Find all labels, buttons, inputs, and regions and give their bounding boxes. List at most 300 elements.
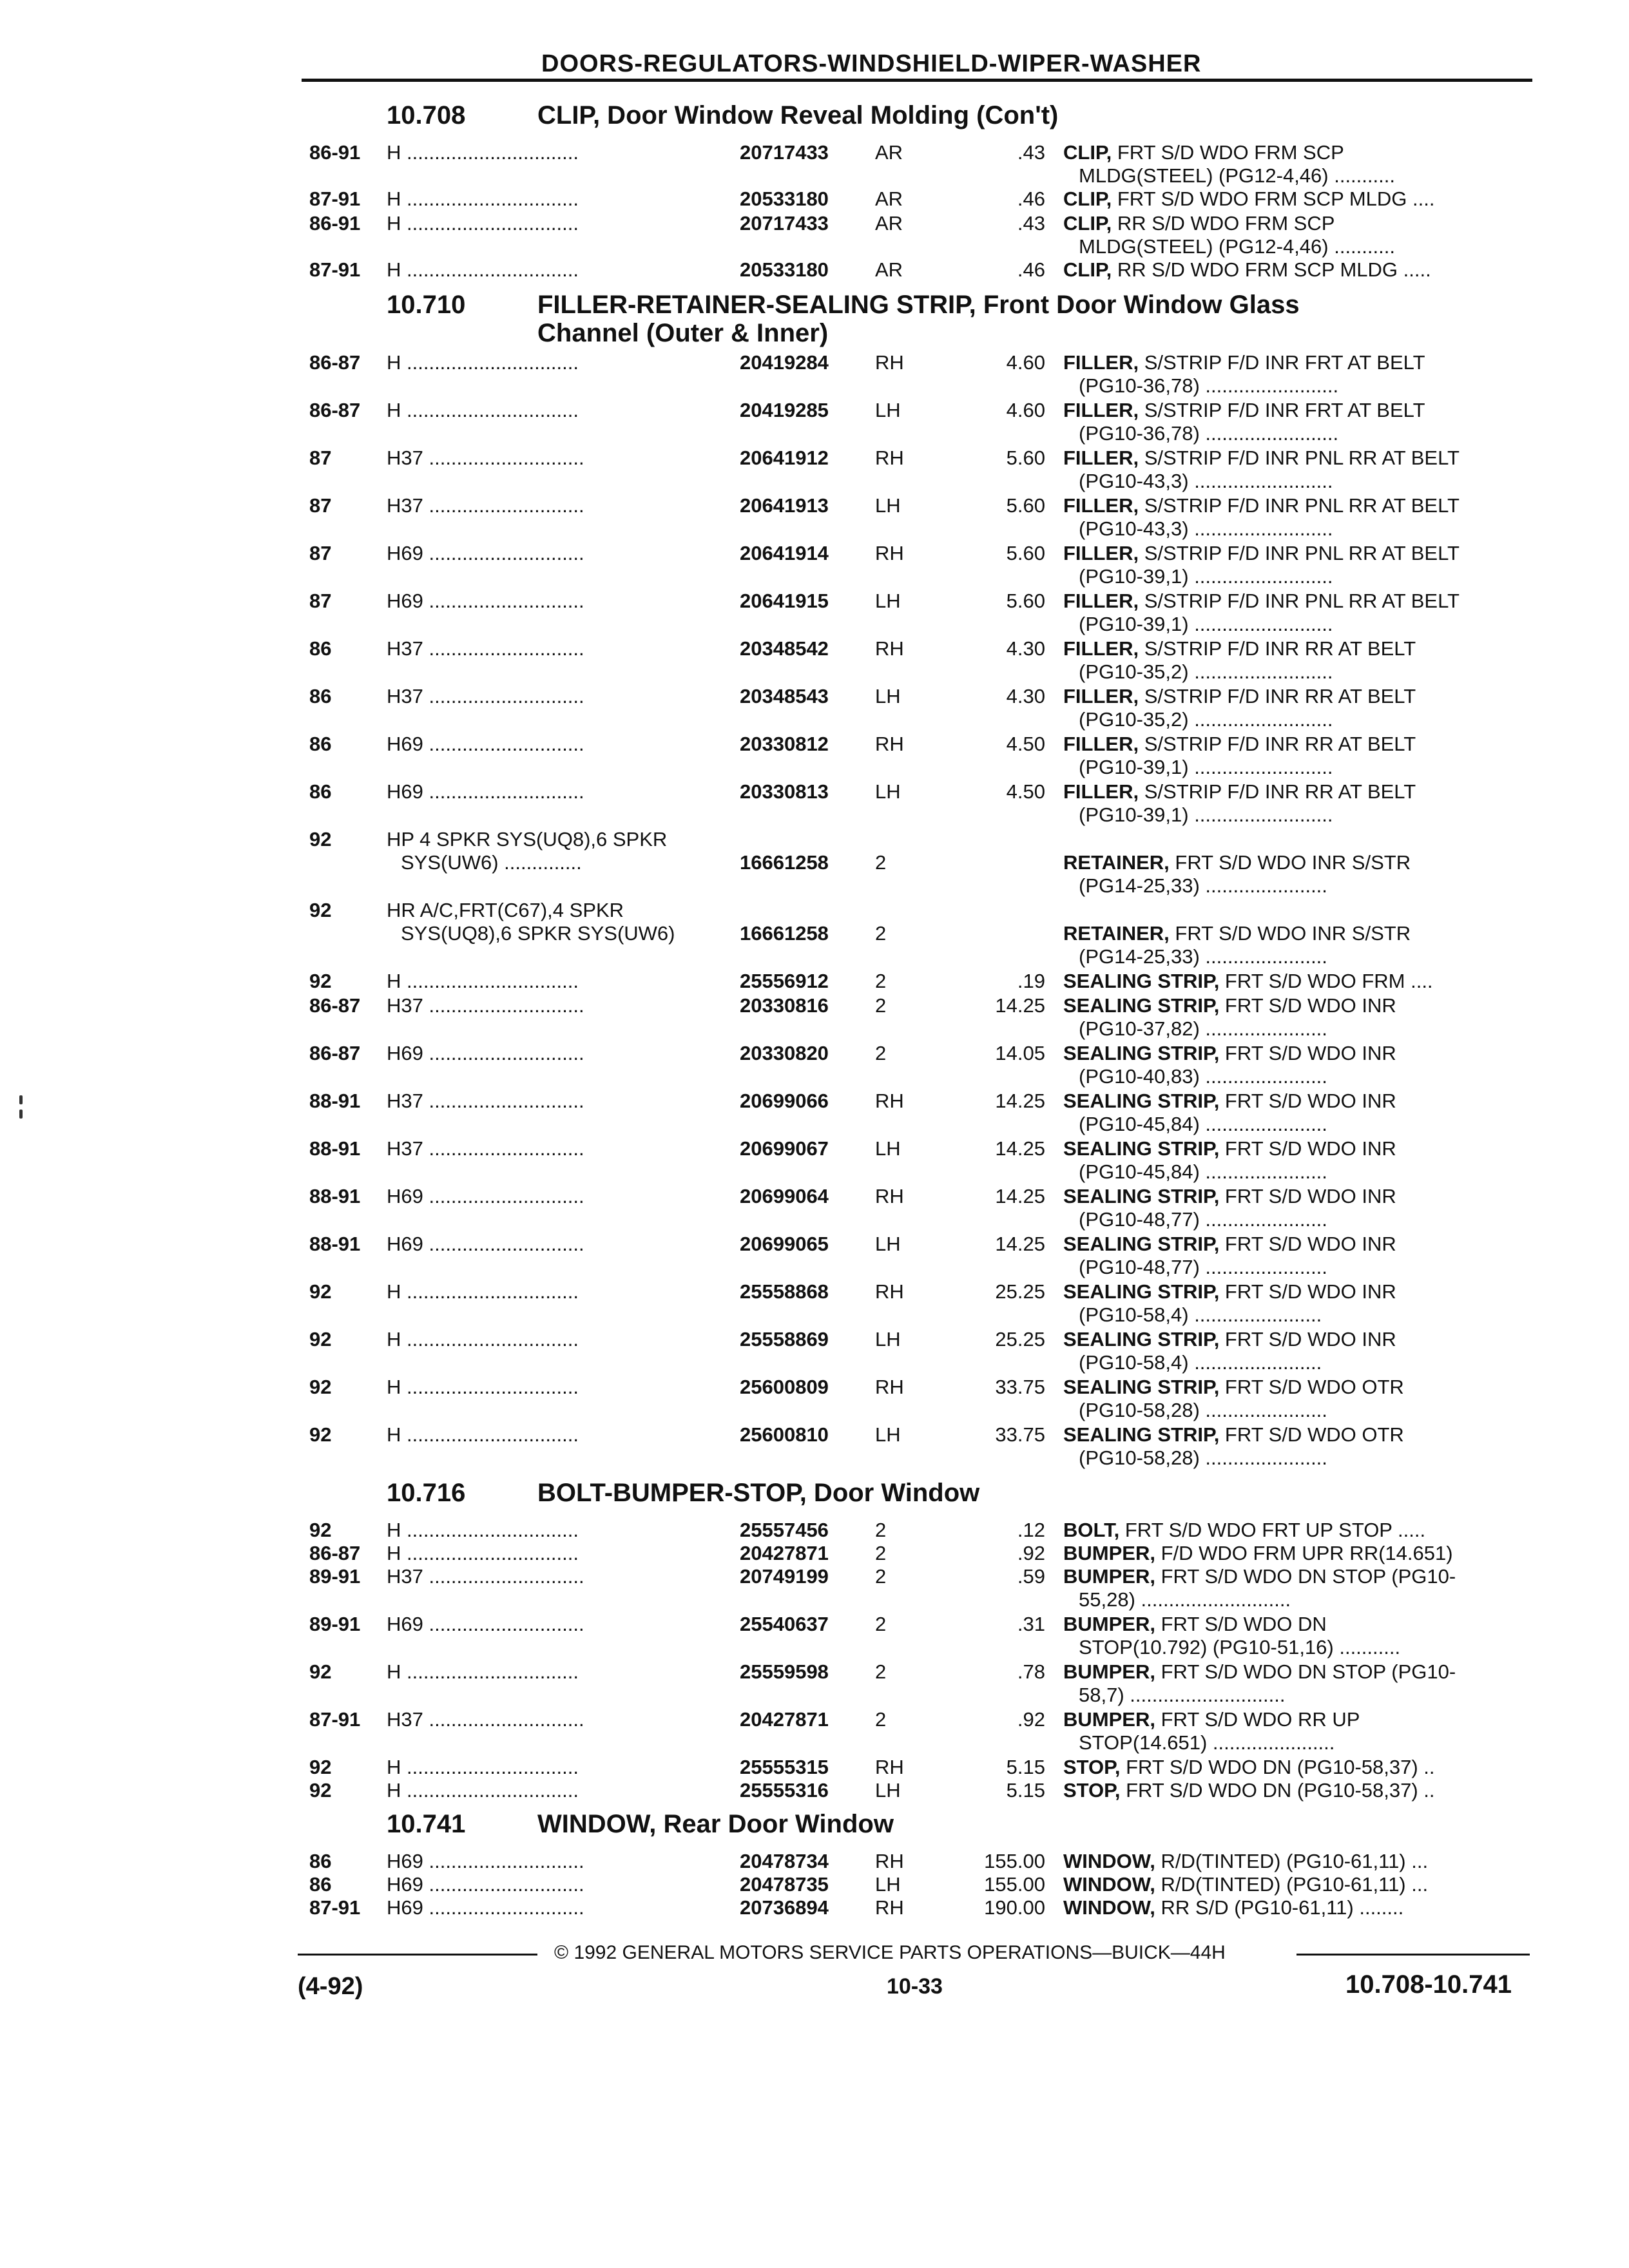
- model-year: 87: [309, 494, 332, 517]
- model-year: 87-91: [309, 258, 361, 281]
- footer-page-number: 10-33: [887, 1974, 943, 1999]
- quantity: LH: [875, 780, 901, 803]
- quantity: 2: [875, 1042, 887, 1064]
- body-style: H69 ............................: [387, 1185, 584, 1207]
- description-line: STOP(14.651) ......................: [1079, 1731, 1335, 1754]
- quantity: RH: [875, 447, 904, 469]
- description-line: BUMPER, FRT S/D WDO DN STOP (PG10-: [1063, 1660, 1456, 1683]
- part-number: 20717433: [740, 141, 829, 164]
- description: [1063, 351, 1528, 398]
- description-line: FILLER, S/STRIP F/D INR RR AT BELT: [1063, 685, 1416, 707]
- model-year: 86-91: [309, 141, 361, 164]
- description-line: SEALING STRIP, FRT S/D WDO INR: [1063, 1280, 1396, 1303]
- quantity: RH: [875, 733, 904, 755]
- description-line: (PG10-36,78) ........................: [1079, 374, 1339, 397]
- body-line: HP 4 SPKR SYS(UQ8),6 SPKR: [387, 828, 668, 850]
- model-year: 92: [309, 1660, 332, 1683]
- description: [1063, 1233, 1528, 1279]
- parts-row: [304, 1328, 1528, 1376]
- model-year: 86-87: [309, 1542, 361, 1564]
- part-number: 20348543: [740, 685, 829, 707]
- parts-row: [304, 1873, 1528, 1896]
- price: 5.60: [1006, 494, 1045, 517]
- body-style: H ...............................: [387, 1756, 579, 1778]
- description-line: STOP(10.792) (PG10-51,16) ...........: [1079, 1636, 1401, 1658]
- quantity: LH: [875, 685, 901, 707]
- parts-row: [304, 590, 1528, 637]
- model-year: 92: [309, 899, 332, 921]
- model-year: 88-91: [309, 1233, 361, 1255]
- model-year: 92: [309, 1328, 332, 1350]
- price: 14.25: [995, 1233, 1045, 1255]
- description-line: SEALING STRIP, FRT S/D WDO OTR: [1063, 1376, 1404, 1398]
- description: [1063, 1873, 1528, 1896]
- model-year: 87: [309, 590, 332, 612]
- body-style: H ...............................: [387, 399, 579, 421]
- model-year: 86: [309, 1873, 332, 1896]
- description: [1063, 685, 1528, 731]
- price: .92: [1017, 1708, 1045, 1731]
- parts-row: [304, 1613, 1528, 1660]
- description-line: SEALING STRIP, FRT S/D WDO INR: [1063, 1233, 1396, 1255]
- parts-row: [304, 899, 1528, 970]
- section-header: [304, 93, 1528, 141]
- description-line: CLIP, FRT S/D WDO FRM SCP: [1063, 141, 1344, 164]
- price: 5.15: [1006, 1779, 1045, 1802]
- quantity: LH: [875, 590, 901, 612]
- body-style: H ...............................: [387, 970, 579, 992]
- description-line: SEALING STRIP, FRT S/D WDO INR: [1063, 1328, 1396, 1350]
- section-header: [304, 1802, 1528, 1850]
- description-line: BOLT, FRT S/D WDO FRT UP STOP .....: [1063, 1519, 1426, 1541]
- quantity: AR: [875, 187, 903, 210]
- body-style: H69 ............................: [387, 1042, 584, 1064]
- quantity: RH: [875, 1756, 904, 1778]
- body-style: H69 ............................: [387, 733, 584, 755]
- description-line: SEALING STRIP, FRT S/D WDO INR: [1063, 1042, 1396, 1064]
- section-header: [304, 1471, 1528, 1519]
- quantity: RH: [875, 1185, 904, 1207]
- body-style: H37 ............................: [387, 637, 584, 660]
- body-style: H ...............................: [387, 1519, 579, 1541]
- parts-row: [304, 637, 1528, 685]
- price: 14.25: [995, 1137, 1045, 1160]
- part-number: 20533180: [740, 187, 829, 210]
- body-style: H ...............................: [387, 1328, 579, 1350]
- price: 4.50: [1006, 780, 1045, 803]
- parts-row: [304, 1090, 1528, 1137]
- part-number: 25555316: [740, 1779, 829, 1802]
- price: 190.00: [984, 1896, 1045, 1919]
- model-year: 92: [309, 828, 332, 850]
- price: 5.60: [1006, 542, 1045, 564]
- description: [1063, 1660, 1528, 1707]
- model-year: 92: [309, 1779, 332, 1802]
- description-line: (PG10-36,78) ........................: [1079, 422, 1339, 445]
- body-style: H69 ............................: [387, 1873, 584, 1896]
- description: [1063, 1423, 1528, 1470]
- parts-row: [304, 685, 1528, 733]
- parts-row: [304, 733, 1528, 780]
- model-year: 88-91: [309, 1185, 361, 1207]
- quantity: LH: [875, 1779, 901, 1802]
- description: [1063, 494, 1528, 541]
- description-line: (PG10-43,3) .........................: [1079, 470, 1333, 492]
- description: [1063, 141, 1528, 187]
- body-style: H ...............................: [387, 187, 579, 210]
- price: 155.00: [984, 1850, 1045, 1872]
- parts-row: [304, 1280, 1528, 1328]
- model-year: 92: [309, 1519, 332, 1541]
- parts-row: [304, 1660, 1528, 1708]
- section-title-line: CLIP, Door Window Reveal Molding (Con't): [537, 101, 1059, 130]
- body-style: [387, 899, 715, 945]
- part-number: 20641915: [740, 590, 829, 612]
- price: 4.30: [1006, 637, 1045, 660]
- part-number: 20427871: [740, 1708, 829, 1731]
- model-year: 86: [309, 637, 332, 660]
- description: [1063, 1137, 1528, 1184]
- description: [1063, 1042, 1528, 1088]
- model-year: 92: [309, 1423, 332, 1446]
- section-title: [537, 101, 1058, 130]
- price: 4.50: [1006, 733, 1045, 755]
- quantity: 2: [875, 1565, 887, 1588]
- description-line: BUMPER, FRT S/D WDO DN: [1063, 1613, 1327, 1635]
- description: [1063, 1779, 1528, 1802]
- description-line: (PG10-39,1) .........................: [1079, 803, 1333, 826]
- model-year: 92: [309, 970, 332, 992]
- price: .46: [1017, 187, 1045, 210]
- price: 14.25: [995, 1185, 1045, 1207]
- footer-date: (4-92): [298, 1973, 363, 2000]
- parts-row: [304, 1779, 1528, 1802]
- parts-row: [304, 828, 1528, 899]
- description-line: (PG10-45,84) ......................: [1079, 1160, 1327, 1183]
- price: 33.75: [995, 1376, 1045, 1398]
- quantity: RH: [875, 1850, 904, 1872]
- quantity: AR: [875, 258, 903, 281]
- part-number: 20478734: [740, 1850, 829, 1872]
- part-number: 20533180: [740, 258, 829, 281]
- margin-mark: [19, 1095, 23, 1104]
- parts-row: [304, 494, 1528, 542]
- section-title-line: Channel (Outer & Inner): [537, 319, 829, 347]
- price: 4.60: [1006, 351, 1045, 374]
- parts-row: [304, 141, 1528, 187]
- part-number: 20641914: [740, 542, 829, 564]
- parts-row: [304, 1542, 1528, 1565]
- quantity: RH: [875, 542, 904, 564]
- body-style: H37 ............................: [387, 494, 584, 517]
- part-number: 20419284: [740, 351, 829, 374]
- description-line: WINDOW, R/D(TINTED) (PG10-61,11) ...: [1063, 1850, 1429, 1872]
- parts-row: [304, 399, 1528, 447]
- body-line: SYS(UQ8),6 SPKR SYS(UW6): [401, 922, 675, 945]
- parts-row: [304, 970, 1528, 994]
- model-year: 86: [309, 780, 332, 803]
- description-line: STOP, FRT S/D WDO DN (PG10-58,37) ..: [1063, 1779, 1435, 1802]
- header-rule: [302, 79, 1532, 82]
- description-line: (PG14-25,33) ......................: [1079, 874, 1327, 897]
- part-number: 20699066: [740, 1090, 829, 1112]
- description-line: FILLER, S/STRIP F/D INR RR AT BELT: [1063, 733, 1416, 755]
- part-number: 20717433: [740, 212, 829, 235]
- part-number: 20330820: [740, 1042, 829, 1064]
- parts-row: [304, 1850, 1528, 1873]
- description-line: SEALING STRIP, FRT S/D WDO INR: [1063, 1090, 1396, 1112]
- description-line: SEALING STRIP, FRT S/D WDO OTR: [1063, 1423, 1404, 1446]
- section-number: 10.741: [387, 1810, 466, 1838]
- body-style: H ...............................: [387, 141, 579, 164]
- description-line: FILLER, S/STRIP F/D INR FRT AT BELT: [1063, 399, 1425, 421]
- description: [1063, 1376, 1528, 1422]
- body-style: H69 ............................: [387, 1896, 584, 1919]
- page-title: DOORS-REGULATORS-WINDSHIELD-WIPER-WASHER: [541, 50, 1202, 77]
- margin-mark: [19, 1110, 23, 1119]
- description-line: BUMPER, FRT S/D WDO RR UP: [1063, 1708, 1360, 1731]
- quantity: AR: [875, 212, 903, 235]
- price: .92: [1017, 1542, 1045, 1564]
- body-style: H37 ............................: [387, 1708, 584, 1731]
- price: 5.60: [1006, 447, 1045, 469]
- section-title: [537, 1810, 894, 1838]
- description-line: BUMPER, F/D WDO FRM UPR RR(14.651): [1063, 1542, 1453, 1564]
- parts-list: [304, 93, 1528, 1919]
- description-line: WINDOW, R/D(TINTED) (PG10-61,11) ...: [1063, 1873, 1429, 1896]
- description-line: [1063, 828, 1528, 851]
- quantity: 2: [875, 851, 887, 874]
- part-number: 25555315: [740, 1756, 829, 1778]
- body-line: SYS(UW6) ..............: [401, 851, 582, 874]
- body-style: H ...............................: [387, 212, 579, 235]
- description: [1063, 1542, 1528, 1565]
- part-number: 20478735: [740, 1873, 829, 1896]
- price: 14.25: [995, 1090, 1045, 1112]
- parts-row: [304, 1519, 1528, 1542]
- price: .31: [1017, 1613, 1045, 1635]
- model-year: 86-87: [309, 1042, 361, 1064]
- body-style: H ...............................: [387, 351, 579, 374]
- model-year: 92: [309, 1280, 332, 1303]
- body-style: H37 ............................: [387, 447, 584, 469]
- price: .43: [1017, 212, 1045, 235]
- model-year: 86: [309, 1850, 332, 1872]
- model-year: 87-91: [309, 1896, 361, 1919]
- description: [1063, 1280, 1528, 1327]
- description-line: (PG10-39,1) .........................: [1079, 613, 1333, 635]
- description-line: (PG10-35,2) .........................: [1079, 708, 1333, 731]
- description: [1063, 258, 1528, 282]
- description: [1063, 1613, 1528, 1659]
- part-number: 20427871: [740, 1542, 829, 1564]
- part-number: 20699065: [740, 1233, 829, 1255]
- parts-row: [304, 542, 1528, 590]
- quantity: LH: [875, 399, 901, 421]
- description: [1063, 212, 1528, 258]
- price: 33.75: [995, 1423, 1045, 1446]
- description-line: (PG10-58,4) .......................: [1079, 1303, 1322, 1326]
- description: [1063, 1565, 1528, 1611]
- description-line: MLDG(STEEL) (PG12-4,46) ...........: [1079, 164, 1395, 187]
- body-style: H ...............................: [387, 258, 579, 281]
- section-title-line: FILLER-RETAINER-SEALING STRIP, Front Door Window Glass: [537, 291, 1300, 319]
- quantity: RH: [875, 1090, 904, 1112]
- body-style: H ...............................: [387, 1280, 579, 1303]
- price: 5.60: [1006, 590, 1045, 612]
- quantity: RH: [875, 637, 904, 660]
- quantity: LH: [875, 1423, 901, 1446]
- section-number: 10.708: [387, 101, 466, 130]
- quantity: 2: [875, 1542, 887, 1564]
- description-line: (PG10-58,28) ......................: [1079, 1446, 1327, 1469]
- parts-row: [304, 1708, 1528, 1756]
- description: [1063, 590, 1528, 636]
- parts-row: [304, 1233, 1528, 1280]
- parts-row: [304, 780, 1528, 828]
- price: .78: [1017, 1660, 1045, 1683]
- description-line: CLIP, FRT S/D WDO FRM SCP MLDG ....: [1063, 187, 1435, 210]
- section-title: [537, 1479, 979, 1507]
- section-header: [304, 283, 1528, 351]
- description-line: (PG10-39,1) .........................: [1079, 565, 1333, 588]
- quantity: RH: [875, 1376, 904, 1398]
- part-number: 25600810: [740, 1423, 829, 1446]
- parts-row: [304, 1896, 1528, 1919]
- footer-rule-left: [298, 1954, 537, 1956]
- price: 4.30: [1006, 685, 1045, 707]
- price: 14.25: [995, 994, 1045, 1017]
- description-line: FILLER, S/STRIP F/D INR RR AT BELT: [1063, 780, 1416, 803]
- description: [1063, 1328, 1528, 1374]
- model-year: 87: [309, 447, 332, 469]
- description-line: (PG10-45,84) ......................: [1079, 1113, 1327, 1135]
- parts-row: [304, 1423, 1528, 1471]
- description-line: (PG10-35,2) .........................: [1079, 660, 1333, 683]
- model-year: 86-87: [309, 351, 361, 374]
- description-line: MLDG(STEEL) (PG12-4,46) ...........: [1079, 235, 1395, 258]
- description: [1063, 1756, 1528, 1779]
- description: [1063, 994, 1528, 1041]
- description-line: FILLER, S/STRIP F/D INR PNL RR AT BELT: [1063, 590, 1460, 612]
- quantity: LH: [875, 494, 901, 517]
- price: 14.05: [995, 1042, 1045, 1064]
- body-style: H69 ............................: [387, 1233, 584, 1255]
- model-year: 86-87: [309, 994, 361, 1017]
- description-line: (PG10-48,77) ......................: [1079, 1256, 1327, 1278]
- price: 155.00: [984, 1873, 1045, 1896]
- parts-row: [304, 1185, 1528, 1233]
- parts-row: [304, 258, 1528, 283]
- parts-row: [304, 1137, 1528, 1185]
- description: [1063, 970, 1528, 993]
- footer-rule-right: [1296, 1954, 1530, 1956]
- part-number: 20736894: [740, 1896, 829, 1919]
- part-number: 16661258: [740, 851, 829, 874]
- part-number: 25558869: [740, 1328, 829, 1350]
- model-year: 86-87: [309, 399, 361, 421]
- price: .12: [1017, 1519, 1045, 1541]
- part-number: 20419285: [740, 399, 829, 421]
- part-number: 20348542: [740, 637, 829, 660]
- description: [1063, 733, 1528, 779]
- description-line: BUMPER, FRT S/D WDO DN STOP (PG10-: [1063, 1565, 1456, 1588]
- body-style: H37 ............................: [387, 994, 584, 1017]
- body-style: H ...............................: [387, 1542, 579, 1564]
- parts-row: [304, 447, 1528, 494]
- description-line: SEALING STRIP, FRT S/D WDO FRM ....: [1063, 970, 1433, 992]
- parts-row: [304, 351, 1528, 399]
- section-number: 10.716: [387, 1479, 466, 1507]
- description: [1063, 1850, 1528, 1873]
- description: [1063, 399, 1528, 445]
- description: [1063, 828, 1528, 898]
- model-year: 88-91: [309, 1090, 361, 1112]
- price: .43: [1017, 141, 1045, 164]
- model-year: 87-91: [309, 1708, 361, 1731]
- price: 4.60: [1006, 399, 1045, 421]
- description-line: SEALING STRIP, FRT S/D WDO INR: [1063, 1137, 1396, 1160]
- footer-section-range: 10.708-10.741: [1345, 1970, 1512, 1999]
- parts-row: [304, 1565, 1528, 1613]
- body-style: H69 ............................: [387, 590, 584, 612]
- body-style: H ...............................: [387, 1423, 579, 1446]
- part-number: 20641913: [740, 494, 829, 517]
- part-number: 20330816: [740, 994, 829, 1017]
- quantity: RH: [875, 1280, 904, 1303]
- description: [1063, 899, 1528, 968]
- body-style: H37 ............................: [387, 685, 584, 707]
- part-number: 20641912: [740, 447, 829, 469]
- part-number: 20330812: [740, 733, 829, 755]
- model-year: 92: [309, 1756, 332, 1778]
- quantity: 2: [875, 994, 887, 1017]
- part-number: 25556912: [740, 970, 829, 992]
- part-number: 20330813: [740, 780, 829, 803]
- parts-row: [304, 1042, 1528, 1090]
- part-number: 25559598: [740, 1660, 829, 1683]
- quantity: 2: [875, 1708, 887, 1731]
- description: [1063, 1090, 1528, 1136]
- description-line: [1063, 899, 1528, 922]
- model-year: 87-91: [309, 187, 361, 210]
- quantity: AR: [875, 141, 903, 164]
- body-style: H69 ............................: [387, 1850, 584, 1872]
- description-line: WINDOW, RR S/D (PG10-61,11) ........: [1063, 1896, 1404, 1919]
- body-line: HR A/C,FRT(C67),4 SPKR: [387, 899, 624, 921]
- description-line: FILLER, S/STRIP F/D INR PNL RR AT BELT: [1063, 494, 1460, 517]
- part-number: 25557456: [740, 1519, 829, 1541]
- description-line: (PG10-40,83) ......................: [1079, 1065, 1327, 1088]
- description-line: SEALING STRIP, FRT S/D WDO INR: [1063, 1185, 1396, 1207]
- description: [1063, 637, 1528, 684]
- model-year: 86: [309, 685, 332, 707]
- description-line: (PG10-37,82) ......................: [1079, 1017, 1327, 1040]
- description: [1063, 1896, 1528, 1919]
- price: 25.25: [995, 1328, 1045, 1350]
- parts-row: [304, 212, 1528, 258]
- body-style: H37 ............................: [387, 1090, 584, 1112]
- price: .19: [1017, 970, 1045, 992]
- description: [1063, 780, 1528, 827]
- part-number: 20699067: [740, 1137, 829, 1160]
- section-title: [537, 291, 1300, 347]
- model-year: 92: [309, 1376, 332, 1398]
- quantity: LH: [875, 1233, 901, 1255]
- quantity: LH: [875, 1137, 901, 1160]
- description-line: CLIP, RR S/D WDO FRM SCP MLDG .....: [1063, 258, 1431, 281]
- body-style: H ...............................: [387, 1660, 579, 1683]
